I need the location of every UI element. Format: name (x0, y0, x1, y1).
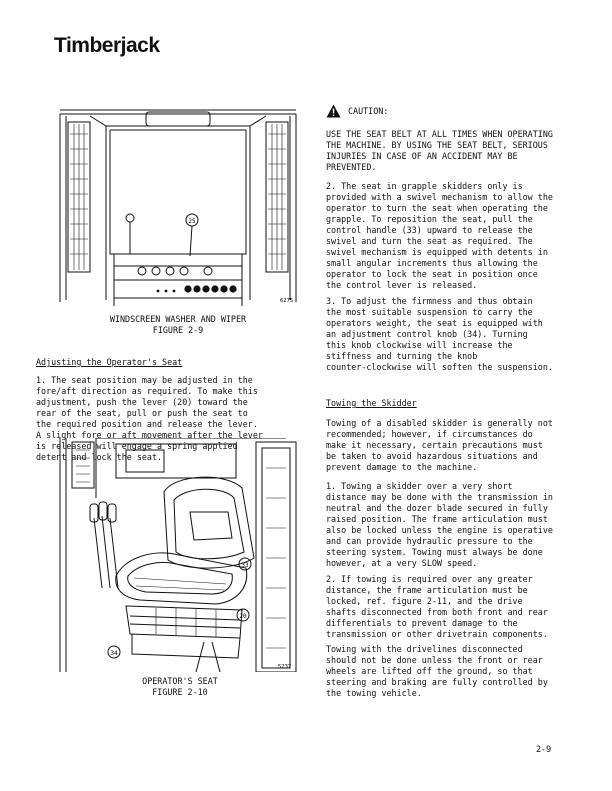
swivel-para-2: 2. The seat in grapple skidders only is provided with a swivel mechanism to allow the operator to turn the seat when operating the grapple. To reposition the seat, pull the control handle (33) upward to release the swivel and turn the seat as required. The swivel mechanism is equipped with detents in small angular increments thus allowing the operator to lock the seat in position once the control lever is released. (326, 181, 553, 290)
firmness-para-3: 3. To adjust the firmness and thus obtain the most suitable suspension to carry the operators weight, the seat is equipped with an adjustment control knob (34). Turning this knob clockwise will increase the stiffness and turning the knob counter-clockwise will soften the suspension. (326, 296, 553, 372)
caution-label: CAUTION: (348, 106, 389, 116)
towing-intro: Towing of a disabled skidder is generally not recommended; however, if circumstances do make it necessary, certain precautions must be taken to avoid hazardous situations and prevent damage to the machine. (326, 418, 553, 472)
figure-ref: 6275 (280, 298, 294, 304)
figure-2-10-caption: OPERATOR'S SEAT FIGURE 2-10 (142, 676, 218, 697)
seat-adjust-heading: Adjusting the Operator's Seat (36, 357, 183, 367)
operator-seat-figure (56, 438, 300, 672)
caution-text: USE THE SEAT BELT AT ALL TIMES WHEN OPERATING THE MACHINE. BY USING THE SEAT BELT, SERIOUS INJURIES IN CASE OF AN ACCIDENT MAY BE PREVENTED. (326, 129, 553, 172)
figure-2-9-caption: WINDSCREEN WASHER AND WIPER FIGURE 2-9 (109, 314, 247, 335)
towing-para-2: 2. If towing is required over any greater distance, the frame articulation must be locked, ref. figure 2-11, and the drive shafts disconnected from both front and rear differentials to prevent damage to the transmission or other drivetrain components. (326, 574, 548, 639)
towing-heading: Towing the Skidder (326, 398, 417, 408)
towing-para-1: 1. Towing a skidder over a very short distance may be done with the transmission in neutral and the dozer blade secured in fully raised position. The frame articulation must also be locked unless the engine is operative and can provide hydraulic pressure to the steering system. Towing must always be done however, at a very SLOW speed. (326, 481, 553, 568)
callout-33: 33 (241, 562, 249, 569)
towing-para-3: Towing with the drivelines disconnected should not be done unless the front or rear wheels are lifted off the ground, so that steering and braking are fully controlled by the towing vehicle. (326, 644, 548, 698)
page-number: 2-9 (536, 744, 552, 754)
callout-25: 25 (188, 218, 196, 225)
figure-ref: 5237 (278, 664, 292, 670)
callout-20: 20 (239, 613, 247, 620)
callout-34: 34 (110, 650, 118, 657)
warning-icon (326, 104, 341, 118)
windscreen-figure (58, 104, 298, 310)
brand-logo: Timberjack (54, 34, 160, 57)
seat-adjust-para-1: 1. The seat position may be adjusted in the fore/aft direction as required. To make this adjustment, push the lever (20) toward the rear of the seat, pull or push the seat to the required position and release the lever. A slight fore or aft movement after the lever is released will engage a spring applied detent and lock the seat. (36, 375, 263, 462)
